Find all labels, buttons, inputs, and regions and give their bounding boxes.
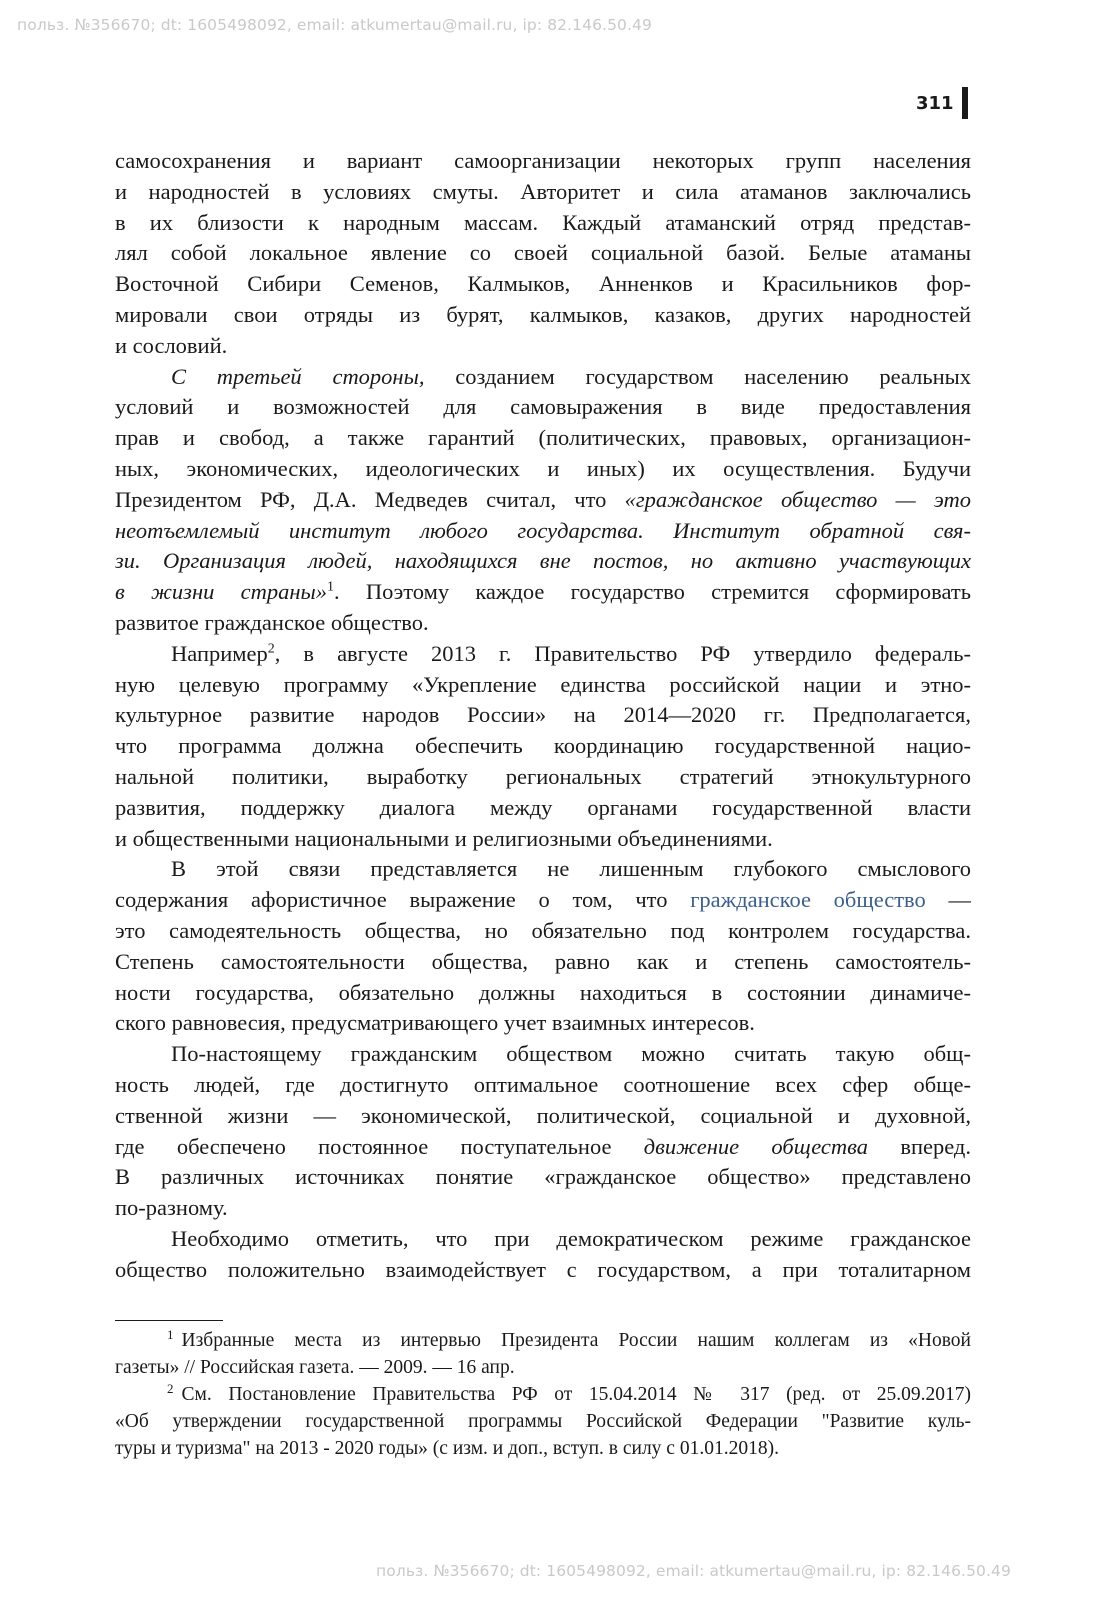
footnotes [115, 1327, 971, 1462]
text-line [115, 885, 971, 916]
text-span: — [925, 887, 971, 913]
quote-line: неотъемлемый институт любого государства. Институт обратной свя- [115, 517, 971, 543]
text-line: нальной политики, выработку региональных стратегий этнокультурного [115, 763, 971, 789]
quote-text: в жизни страны» [115, 579, 327, 605]
text-line [115, 1132, 971, 1163]
text-line: В этой связи представляется не лишенным глубокого смыслового [171, 856, 971, 882]
footnote-2 [115, 1381, 971, 1408]
text-line: что программа должна обеспечить координацию государственной нацио- [115, 733, 971, 759]
quote-text: «гражданское общество — это [624, 486, 971, 512]
text-line: Необходимо отметить, что при демократическом режиме гражданское [171, 1225, 971, 1251]
text-line: Восточной Сибири Семенов, Калмыков, Анненков и Красильников фор- [115, 271, 971, 297]
text-line: это самодеятельность общества, но обязательно под контролем государства. [115, 917, 971, 943]
text-span: Президентом РФ, Д.А. Медведев считал, что [115, 486, 625, 512]
text-span: . Поэтому каждое государство стремится сформировать [333, 579, 971, 605]
page-number: 311 [916, 92, 954, 114]
text-line [115, 639, 971, 670]
text-span: созданием государством населению реальных [424, 363, 971, 389]
text-line: Степень самостоятельности общества, равно как и степень самостоятель- [115, 948, 971, 974]
text-line: и общественными национальными и религиозными объединениями. [115, 825, 773, 851]
text-span: где обеспечено постоянное поступательное [115, 1133, 644, 1159]
text-line [115, 362, 971, 393]
text-line: и народностей в условиях смуты. Авторитет и сила атаманов заключались [115, 178, 971, 204]
text-line: условий и возможностей для самовыражения в виде предоставления [115, 394, 971, 420]
watermark-top: польз. №356670; dt: 1605498092, email: atkumertau@mail.ru, ip: 82.146.50.49 [17, 16, 652, 34]
text-line: прав и свобод, а также гарантий (политических, правовых, организацион- [115, 425, 971, 451]
body-text [115, 146, 971, 1285]
text-line: мировали свои отряды из бурят, калмыков, казаков, других народностей [115, 301, 971, 327]
text-line: ную целевую программу «Укрепление единства российской нации и этно- [115, 671, 971, 697]
page-marker-bar [962, 87, 968, 119]
text-line: ского равновесия, предусматривающего учет взаимных интересов. [115, 1010, 755, 1036]
emphasis-text: С третьей стороны, [171, 363, 425, 389]
glossary-link[interactable]: гражданское общество [690, 887, 926, 913]
text-line: По-настоящему гражданским обществом можно считать такую общ- [171, 1041, 971, 1067]
footnote-1 [115, 1327, 971, 1354]
footnote-ref-2[interactable]: 2 [267, 641, 275, 657]
text-line: ности государства, обязательно должны находиться в состоянии динамиче- [115, 979, 971, 1005]
footnote-divider [115, 1320, 223, 1321]
text-line: развития, поддержку диалога между органами государственной власти [115, 794, 971, 820]
text-line: культурное развитие народов России» на 2014—2020 гг. Предполагается, [115, 702, 971, 728]
emphasis-text: движение общества [643, 1133, 869, 1159]
text-line: и сословий. [115, 332, 228, 358]
watermark-bottom: польз. №356670; dt: 1605498092, email: atkumertau@mail.ru, ip: 82.146.50.49 [376, 1562, 1011, 1580]
text-line: в их близости к народным массам. Каждый атаманский отряд представ- [115, 209, 971, 235]
text-line: ных, экономических, идеологических и иных) их осуществления. Будучи [115, 455, 971, 481]
footnote-line: туры и туризма" на 2013 - 2020 годы» (с изм. и доп., вступ. в силу с 01.01.2018). [115, 1438, 779, 1459]
text-line: ность людей, где достигнуто оптимальное соотношение всех сфер обще- [115, 1071, 971, 1097]
footnote-line: «Об утверждении государственной программы Российской Федерации "Развитие куль- [115, 1411, 971, 1432]
footnote-ref-1[interactable]: 1 [326, 579, 334, 595]
text-line: В различных источниках понятие «гражданское общество» представлено [115, 1164, 971, 1190]
text-line: общество положительно взаимодействует с государством, а при тоталитарном [115, 1256, 971, 1282]
text-line: самосохранения и вариант самоорганизации некоторых групп населения [115, 148, 971, 173]
text-line: лял собой локальное явление со своей социальной базой. Белые атаманы [115, 240, 971, 266]
text-span: содержания афористичное выражение о том, что [115, 887, 691, 913]
text-span: , в августе 2013 г. Правительство РФ утвердило федераль- [274, 640, 971, 666]
text-line [115, 577, 971, 608]
text-line: развитое гражданское общество. [115, 609, 429, 635]
text-span: Например [171, 640, 268, 666]
text-line [115, 485, 971, 516]
footnote-number: 2 [167, 1381, 174, 1396]
footnote-number: 1 [167, 1327, 174, 1342]
text-line: ственной жизни — экономической, политической, социальной и духовной, [115, 1102, 971, 1128]
footnote-line: газеты» // Российская газета. — 2009. — 16 апр. [115, 1357, 515, 1378]
text-line: по-разному. [115, 1195, 228, 1221]
page-header [916, 86, 968, 120]
text-span: вперед. [868, 1133, 971, 1159]
quote-line: зи. Организация людей, находящихся вне постов, но активно участвующих [115, 548, 971, 574]
footnote-text: Избранные места из интервью Президента России нашим коллегам из «Новой [181, 1330, 971, 1351]
footnote-text: См. Постановление Правительства РФ от 15.04.2014 № 317 (ред. от 25.09.2017) [181, 1384, 971, 1405]
